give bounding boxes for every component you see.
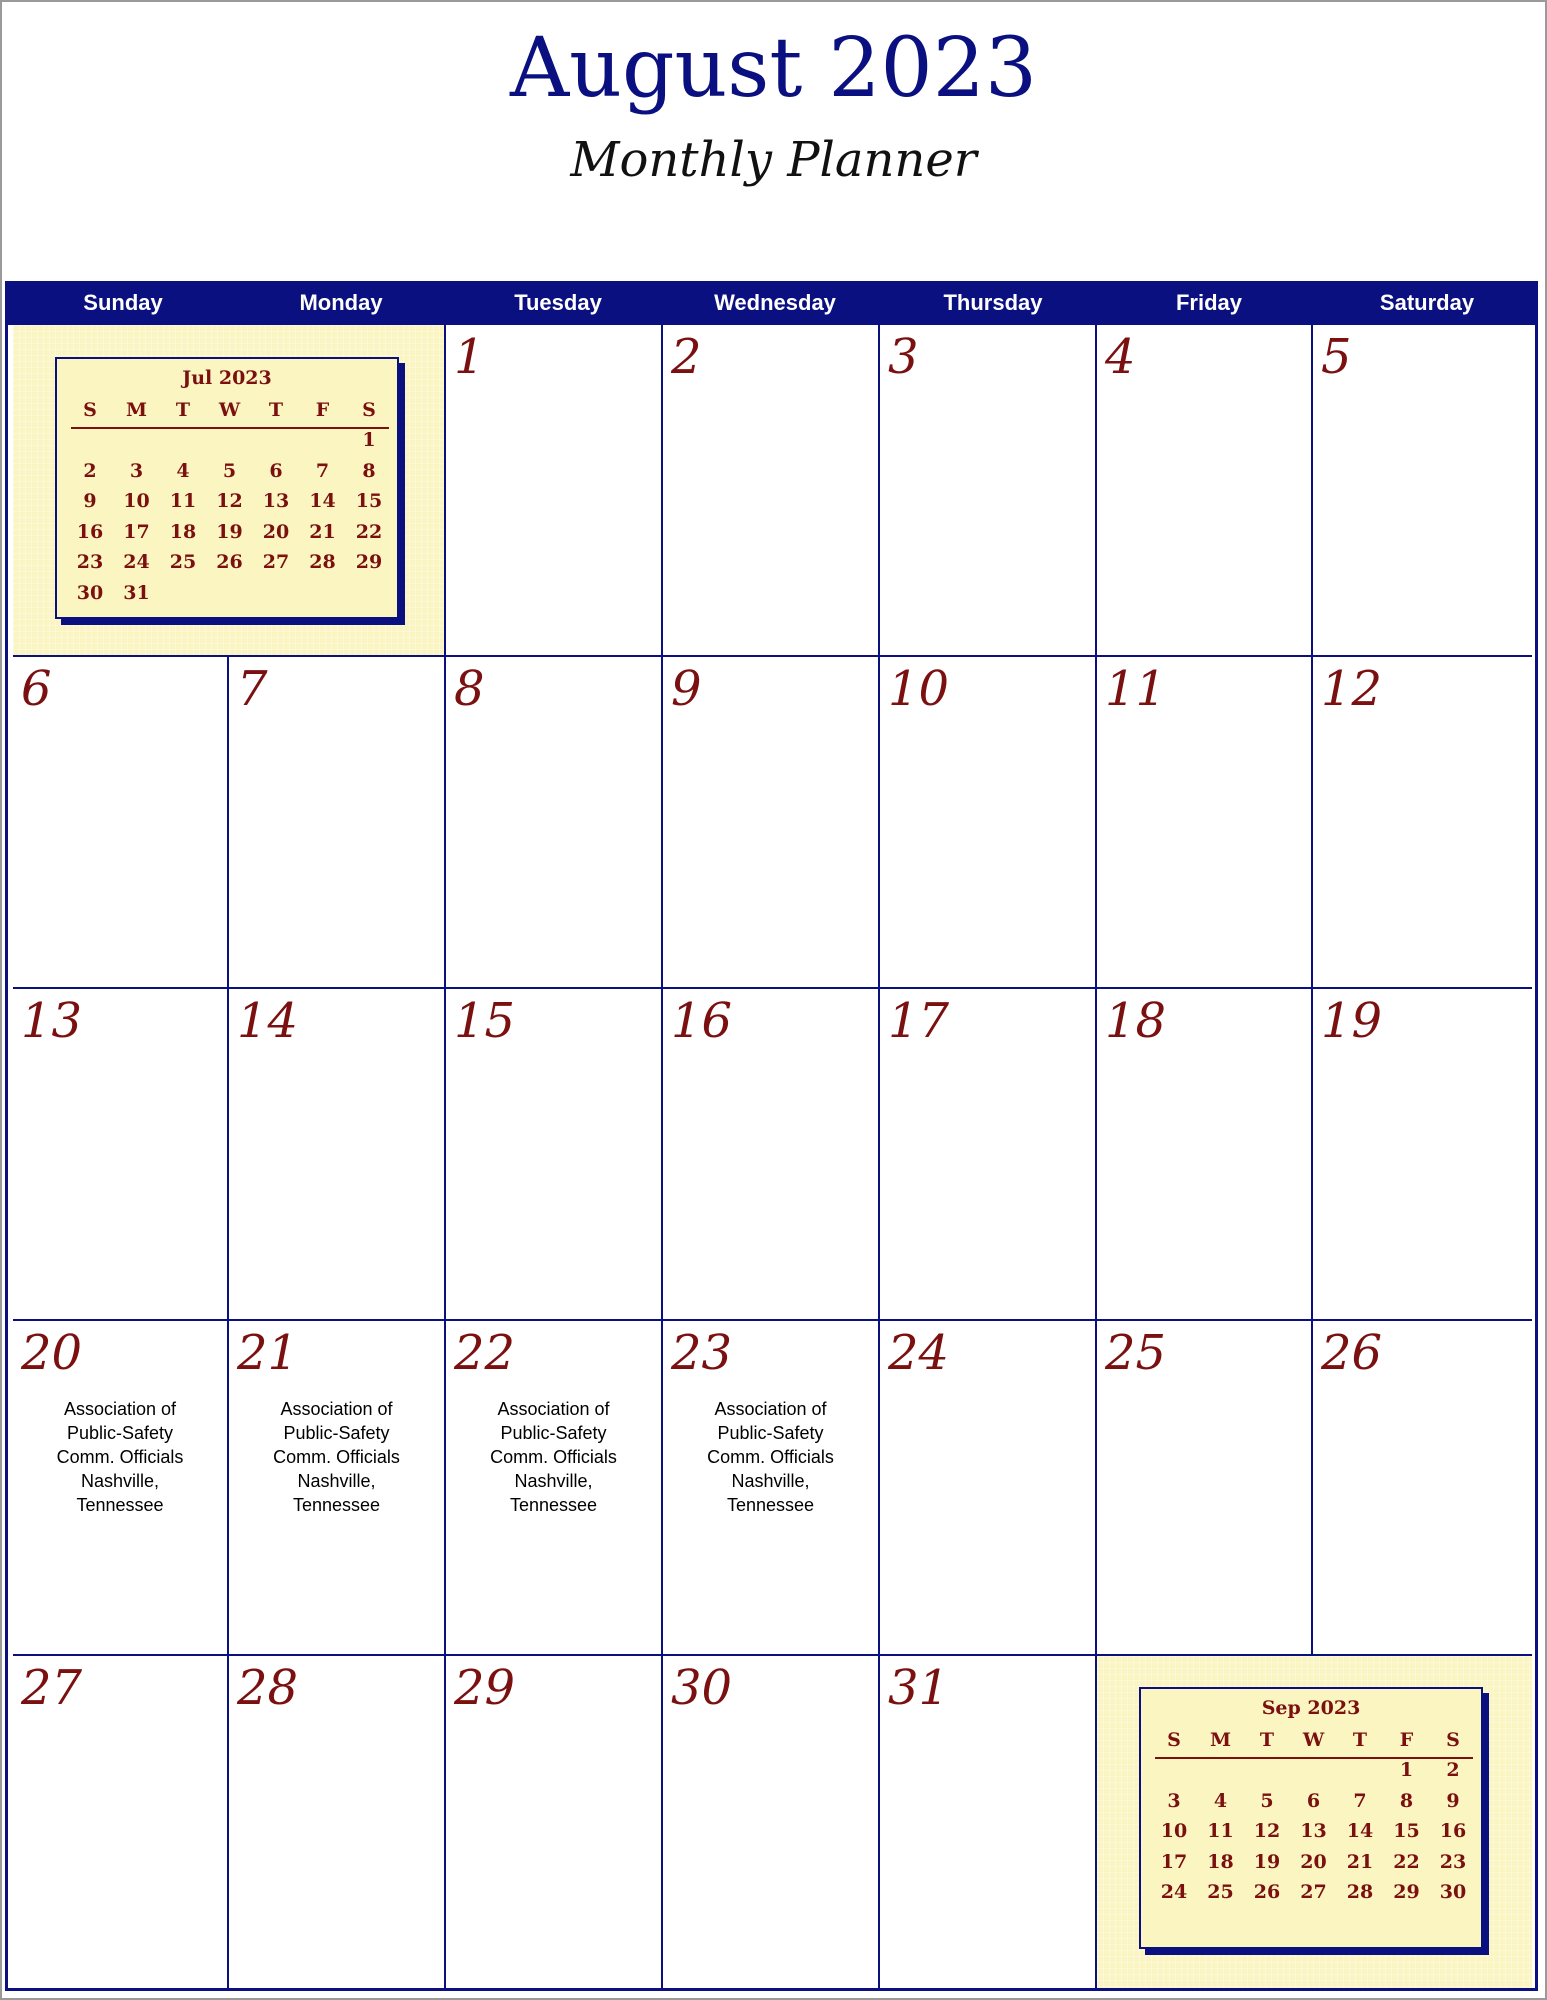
mini-calendar-weekday: S	[362, 399, 376, 421]
mini-calendar-day: 11	[169, 490, 197, 512]
day-cell-27[interactable]	[13, 1656, 229, 1988]
day-cell-5[interactable]	[1313, 325, 1532, 657]
mini-calendar-day: 7	[315, 459, 330, 482]
date-number: 31	[888, 1660, 950, 1716]
mini-calendar-day: 10	[1160, 1820, 1188, 1842]
mini-calendar-day: 21	[309, 520, 336, 543]
day-cell-16[interactable]	[663, 989, 880, 1321]
date-number: 9	[671, 661, 702, 717]
mini-calendar-day: 18	[1207, 1850, 1234, 1873]
prev-month-panel	[13, 325, 446, 657]
day-cell-23[interactable]	[663, 1321, 880, 1656]
mini-calendar-weekday: F	[315, 399, 330, 421]
mini-calendar-weekday: S	[83, 399, 97, 421]
mini-calendar-day: 13	[1300, 1820, 1327, 1842]
day-cell-7[interactable]	[229, 657, 446, 989]
day-cell-31[interactable]	[880, 1656, 1097, 1988]
date-number: 10	[888, 661, 950, 717]
mini-calendar-day: 16	[1439, 1820, 1467, 1842]
mini-calendar-day: 13	[262, 490, 290, 512]
date-number: 20	[21, 1325, 83, 1381]
mini-calendar-day: 14	[1346, 1820, 1374, 1842]
mini-calendar-day: 1	[362, 429, 376, 451]
mini-calendar-weekday: S	[1446, 1729, 1460, 1751]
mini-calendar-day: 12	[1253, 1820, 1281, 1842]
day-cell-15[interactable]	[446, 989, 663, 1321]
day-cell-10[interactable]	[880, 657, 1097, 989]
date-number: 29	[454, 1660, 516, 1716]
date-number: 18	[1105, 993, 1167, 1049]
mini-calendar-day: 29	[355, 551, 383, 573]
mini-calendar-day: 7	[1353, 1789, 1367, 1812]
mini-calendar-day: 4	[176, 459, 190, 482]
day-cell-3[interactable]	[880, 325, 1097, 657]
mini-calendar-day: 31	[123, 581, 150, 604]
mini-calendar-day: 17	[1160, 1850, 1188, 1873]
day-cell-19[interactable]	[1313, 989, 1532, 1321]
day-cell-4[interactable]	[1097, 325, 1313, 657]
date-number: 4	[1105, 329, 1136, 385]
mini-calendar-day: 30	[76, 581, 104, 604]
mini-calendar-day: 5	[222, 459, 237, 482]
day-cell-8[interactable]	[446, 657, 663, 989]
mini-calendar-day: 2	[1446, 1759, 1460, 1781]
day-cell-18[interactable]	[1097, 989, 1313, 1321]
event-text: Association of Public-Safety Comm. Officials Nashville, Tennessee	[490, 1399, 617, 1515]
weekday-wednesday: Wednesday	[714, 290, 836, 315]
day-cell-6[interactable]	[13, 657, 229, 989]
mini-calendar-day: 12	[216, 490, 243, 512]
day-cell-29[interactable]	[446, 1656, 663, 1988]
mini-calendar-day: 10	[123, 490, 150, 512]
page-title: August 2023	[509, 21, 1038, 116]
mini-calendar-day: 6	[1306, 1789, 1321, 1812]
mini-calendar-day: 9	[83, 490, 97, 512]
next-month-panel	[1097, 1656, 1532, 1988]
mini-calendar-day: 27	[1300, 1881, 1327, 1903]
mini-calendar-day: 6	[269, 459, 283, 482]
page-subtitle: Monthly Planner	[570, 132, 977, 188]
mini-calendar-weekday: S	[1167, 1729, 1181, 1751]
mini-calendar-day: 9	[1446, 1789, 1460, 1812]
mini-calendar-day: 24	[123, 551, 150, 573]
date-number: 11	[1105, 661, 1167, 717]
date-number: 3	[888, 329, 919, 385]
mini-calendar-day: 25	[1207, 1881, 1234, 1903]
mini-calendar-day: 19	[1253, 1850, 1281, 1873]
mini-calendar-day: 4	[1213, 1789, 1228, 1812]
day-cell-12[interactable]	[1313, 657, 1532, 989]
mini-calendar-weekday: W	[1302, 1729, 1325, 1751]
mini-calendar-july	[55, 357, 399, 619]
mini-calendar-weekday: T	[268, 399, 284, 421]
day-cell-24[interactable]	[880, 1321, 1097, 1656]
mini-calendar-title: Sep 2023	[1261, 1697, 1361, 1719]
mini-calendar-weekday: M	[1209, 1729, 1232, 1751]
date-number: 27	[21, 1660, 83, 1716]
event-text: Association of Public-Safety Comm. Officials Nashville, Tennessee	[707, 1399, 834, 1515]
day-cell-17[interactable]	[880, 989, 1097, 1321]
date-number: 8	[454, 661, 485, 717]
date-number: 23	[671, 1325, 733, 1381]
event-text: Association of Public-Safety Comm. Officials Nashville, Tennessee	[273, 1399, 400, 1515]
date-number: 19	[1321, 993, 1383, 1049]
date-number: 12	[1321, 661, 1383, 717]
weekday-sunday: Sunday	[83, 290, 163, 315]
mini-calendar-day: 23	[76, 551, 104, 573]
mini-calendar-day: 16	[76, 520, 104, 543]
mini-calendar-day: 8	[362, 459, 376, 482]
date-number: 17	[888, 993, 950, 1049]
mini-calendar-day: 30	[1439, 1881, 1467, 1903]
mini-calendar-day: 27	[262, 551, 290, 573]
day-cell-21[interactable]	[229, 1321, 446, 1656]
weekday-thursday: Thursday	[943, 290, 1043, 315]
day-cell-26[interactable]	[1313, 1321, 1532, 1656]
event-text: Association of Public-Safety Comm. Officials Nashville, Tennessee	[56, 1399, 184, 1515]
mini-calendar-day: 29	[1393, 1881, 1420, 1903]
mini-calendar-weekday: W	[218, 399, 241, 421]
mini-calendar-day: 26	[1253, 1881, 1281, 1903]
mini-calendar-day: 24	[1160, 1881, 1188, 1903]
mini-calendar-day: 8	[1399, 1789, 1414, 1812]
mini-calendar-weekday: F	[1399, 1729, 1414, 1751]
mini-calendar-day: 26	[216, 551, 243, 573]
date-number: 13	[21, 993, 83, 1049]
mini-calendar-day: 23	[1439, 1850, 1467, 1873]
mini-calendar-weekday: T	[1259, 1729, 1275, 1751]
date-number: 16	[671, 993, 733, 1049]
day-cell-1[interactable]	[446, 325, 663, 657]
date-number: 14	[237, 993, 299, 1049]
date-number: 15	[454, 993, 516, 1049]
mini-calendar-day: 5	[1260, 1789, 1274, 1812]
mini-calendar-day: 28	[309, 551, 336, 573]
mini-calendar-title: Jul 2023	[182, 367, 272, 389]
day-cell-20[interactable]	[13, 1321, 229, 1656]
mini-calendar-day: 22	[355, 520, 383, 543]
date-number: 24	[888, 1325, 950, 1381]
date-number: 21	[237, 1325, 299, 1381]
weekday-friday: Friday	[1175, 290, 1243, 315]
mini-calendar-day: 2	[83, 459, 97, 482]
mini-calendar-day: 15	[1393, 1820, 1420, 1842]
day-cell-11[interactable]	[1097, 657, 1313, 989]
date-number: 5	[1321, 329, 1352, 385]
date-number: 25	[1105, 1325, 1167, 1381]
day-cell-14[interactable]	[229, 989, 446, 1321]
date-number: 28	[237, 1660, 299, 1716]
mini-calendar-september	[1139, 1687, 1483, 1949]
mini-calendar-day: 19	[216, 520, 243, 543]
date-number: 7	[237, 661, 268, 717]
weekday-header-bar	[8, 284, 1535, 325]
mini-calendar-divider	[71, 427, 389, 429]
mini-calendar-weekday: T	[175, 399, 191, 421]
date-number: 1	[454, 329, 485, 385]
date-number: 26	[1321, 1325, 1383, 1381]
mini-calendar-day: 20	[262, 520, 290, 543]
date-number: 2	[671, 329, 702, 385]
mini-calendar-day: 18	[169, 520, 197, 543]
day-cell-9[interactable]	[663, 657, 880, 989]
date-number: 30	[671, 1660, 733, 1716]
date-number: 22	[454, 1325, 516, 1381]
mini-calendar-day: 15	[355, 490, 383, 512]
mini-calendar-day: 21	[1346, 1850, 1374, 1873]
mini-calendar-day: 1	[1399, 1759, 1414, 1781]
month-calendar	[5, 281, 1538, 1991]
mini-calendar-day: 11	[1207, 1820, 1234, 1842]
mini-calendar-day: 3	[1167, 1789, 1181, 1812]
date-number: 6	[21, 661, 52, 717]
mini-calendar-day: 17	[123, 520, 150, 543]
day-cell-28[interactable]	[229, 1656, 446, 1988]
mini-calendar-day: 28	[1346, 1881, 1374, 1903]
weekday-saturday: Saturday	[1379, 290, 1475, 315]
weekday-tuesday: Tuesday	[514, 290, 602, 315]
day-cell-22[interactable]	[446, 1321, 663, 1656]
mini-calendar-day: 14	[309, 490, 336, 512]
mini-calendar-day: 3	[129, 459, 144, 482]
mini-calendar-weekday: M	[125, 399, 148, 421]
day-cell-25[interactable]	[1097, 1321, 1313, 1656]
day-cell-30[interactable]	[663, 1656, 880, 1988]
day-cell-13[interactable]	[13, 989, 229, 1321]
mini-calendar-day: 25	[169, 551, 197, 573]
day-cell-2[interactable]	[663, 325, 880, 657]
weekday-monday: Monday	[299, 290, 383, 315]
mini-calendar-weekday: T	[1352, 1729, 1368, 1751]
calendar-grid	[13, 325, 1532, 1988]
mini-calendar-day: 22	[1393, 1850, 1420, 1873]
mini-calendar-day: 20	[1300, 1850, 1327, 1873]
